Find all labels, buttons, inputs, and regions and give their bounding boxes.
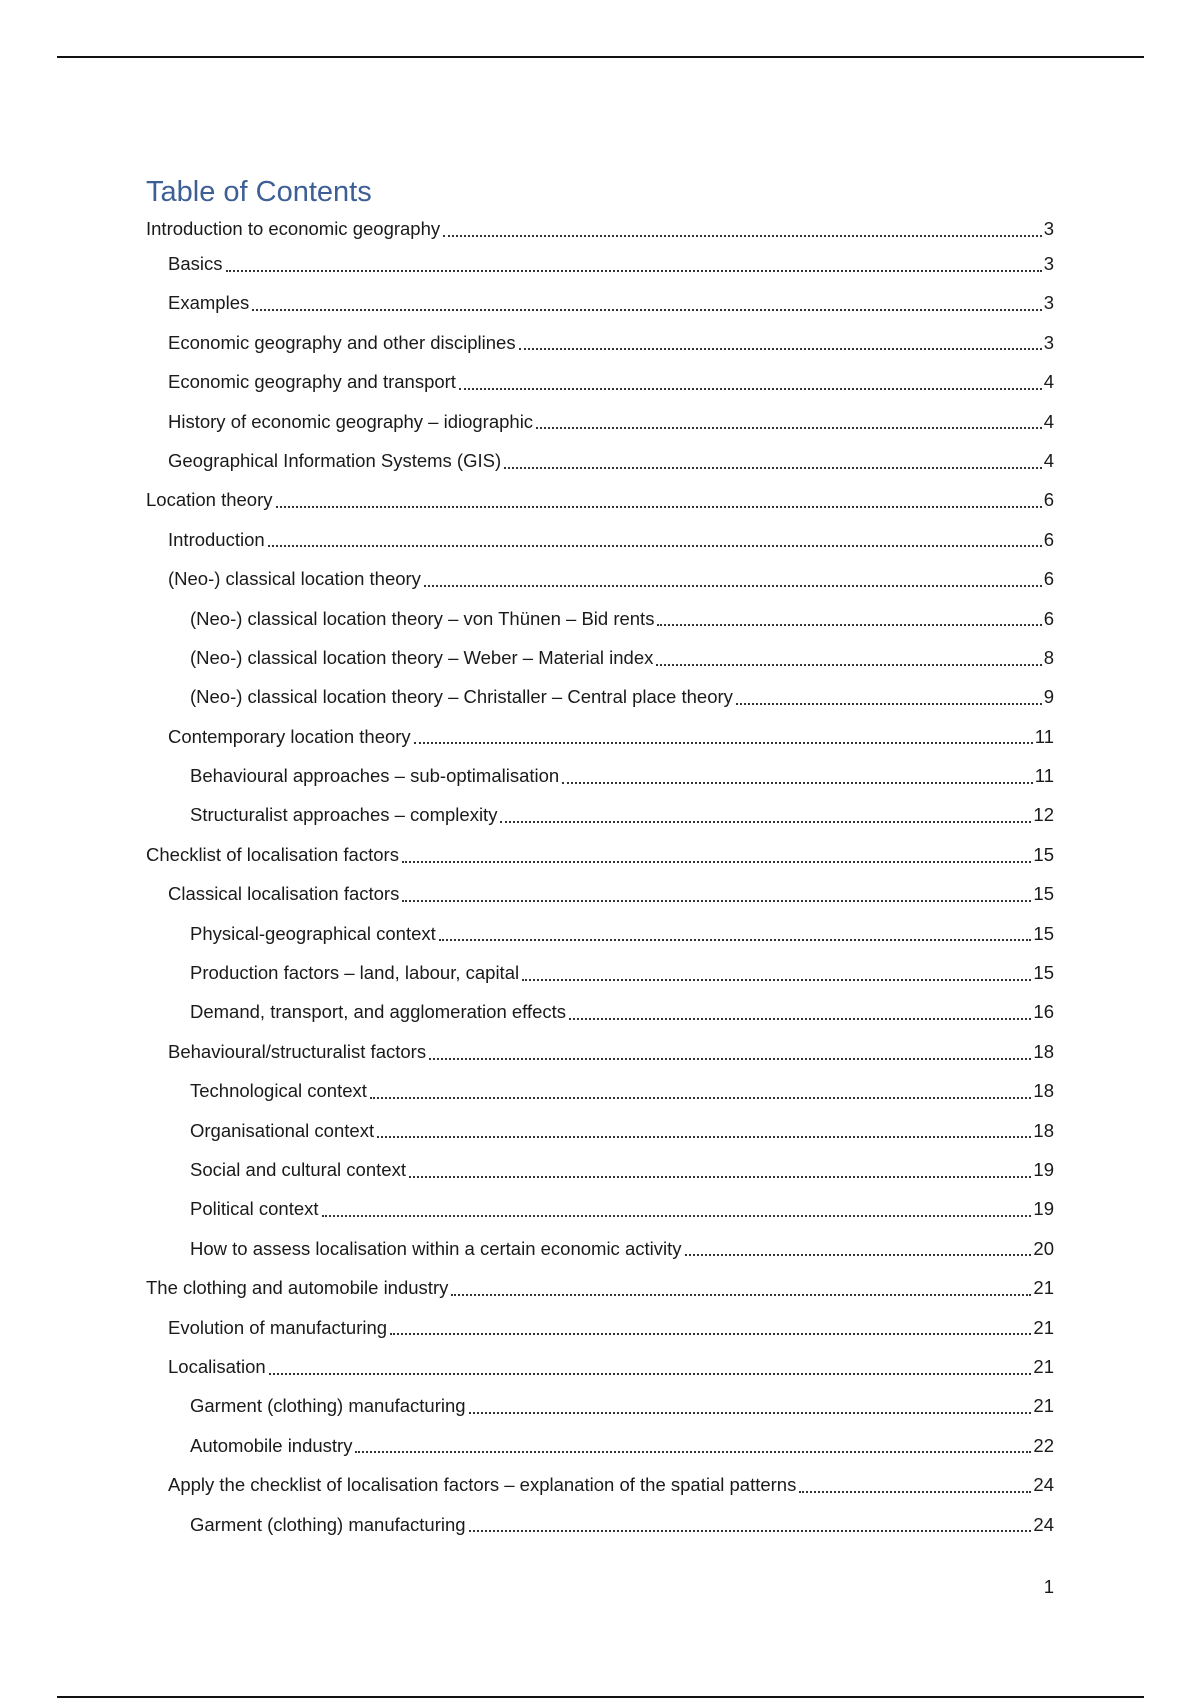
toc-entry[interactable] <box>146 717 1054 756</box>
toc-entry-page: 6 <box>1043 528 1054 550</box>
toc-entry-title: Political context <box>190 1198 319 1220</box>
toc-entry[interactable] <box>146 1032 1054 1071</box>
toc-entry[interactable] <box>146 323 1054 362</box>
toc-dot-leader <box>409 1176 1031 1178</box>
toc-entry[interactable] <box>146 1465 1054 1504</box>
toc-entry-title: Social and cultural context <box>190 1158 406 1180</box>
toc-dot-leader <box>656 664 1041 666</box>
toc-dot-leader <box>252 309 1041 311</box>
toc-dot-leader <box>370 1097 1032 1099</box>
toc-entry-page: 24 <box>1033 1474 1054 1496</box>
toc-entry-page: 11 <box>1034 725 1054 747</box>
toc-entry-page: 4 <box>1043 449 1054 471</box>
toc-entry-title: Introduction <box>168 528 265 550</box>
toc-entry[interactable] <box>146 795 1054 834</box>
toc-dot-leader <box>402 861 1031 863</box>
toc-entry-title: Economic geography and transport <box>168 371 456 393</box>
toc-entry[interactable] <box>146 1308 1054 1347</box>
toc-dot-leader <box>439 939 1032 941</box>
toc-entry[interactable] <box>146 992 1054 1031</box>
page-number: 1 <box>1043 1576 1054 1597</box>
header-rule <box>57 56 1144 58</box>
toc-entry-title: Introduction to economic geography <box>146 218 441 239</box>
toc-entry-title: Production factors – land, labour, capital <box>190 962 520 984</box>
footer-rule <box>57 1696 1144 1698</box>
toc-entry-title: How to assess localisation within a certain economic activity <box>190 1237 682 1259</box>
toc-dot-leader <box>469 1530 1032 1532</box>
toc-dot-leader <box>429 1058 1031 1060</box>
toc-dot-leader <box>390 1333 1031 1335</box>
toc-entry-page: 3 <box>1043 253 1054 274</box>
table-of-contents <box>146 170 1054 1544</box>
toc-entry-page: 6 <box>1043 568 1054 590</box>
toc-entry-page: 3 <box>1043 331 1054 353</box>
toc-dot-leader <box>414 742 1033 744</box>
toc-entry[interactable] <box>146 874 1054 913</box>
toc-entry[interactable] <box>146 1071 1054 1110</box>
toc-entry-page: 9 <box>1043 686 1054 708</box>
toc-dot-leader <box>504 467 1042 469</box>
toc-dot-leader <box>402 900 1031 902</box>
toc-entry-title: (Neo-) classical location theory – Weber – Material index <box>190 646 654 668</box>
toc-entry-page: 11 <box>1034 765 1054 787</box>
toc-entry-page: 3 <box>1043 218 1054 239</box>
toc-entry[interactable] <box>146 559 1054 598</box>
toc-entry[interactable] <box>146 677 1054 716</box>
toc-dot-leader <box>469 1412 1032 1414</box>
toc-entry-page: 18 <box>1033 1040 1054 1062</box>
toc-entry-title: (Neo-) classical location theory – Christaller – Central place theory <box>190 686 733 708</box>
toc-entry-title: Garment (clothing) manufacturing <box>190 1513 466 1535</box>
toc-entry[interactable] <box>146 480 1054 519</box>
toc-entry-title: Contemporary location theory <box>168 725 411 747</box>
toc-entry-page: 15 <box>1033 843 1054 865</box>
toc-entry-title: Physical-geographical context <box>190 922 436 944</box>
toc-entry-title: Behavioural/structuralist factors <box>168 1040 427 1062</box>
toc-entry[interactable] <box>146 835 1054 874</box>
toc-entry-page: 8 <box>1043 646 1054 668</box>
toc-entry-page: 4 <box>1043 410 1054 432</box>
toc-entry[interactable] <box>146 1426 1054 1465</box>
toc-entry-page: 4 <box>1043 371 1054 393</box>
toc-entry-page: 19 <box>1033 1158 1054 1180</box>
toc-entry-title: Examples <box>168 292 250 314</box>
toc-entry[interactable] <box>146 362 1054 401</box>
toc-list <box>146 214 1054 1544</box>
toc-entry[interactable] <box>146 599 1054 638</box>
toc-entry[interactable] <box>146 914 1054 953</box>
toc-dot-leader <box>536 427 1042 429</box>
toc-entry[interactable] <box>146 1150 1054 1189</box>
toc-entry-title: Geographical Information Systems (GIS) <box>168 449 502 471</box>
toc-entry[interactable] <box>146 1229 1054 1268</box>
toc-entry-title: Demand, transport, and agglomeration effects <box>190 1001 567 1023</box>
toc-entry-title: Checklist of localisation factors <box>146 843 399 865</box>
toc-entry-page: 6 <box>1043 489 1054 511</box>
toc-entry-page: 21 <box>1033 1316 1054 1338</box>
toc-entry-page: 18 <box>1033 1080 1054 1102</box>
toc-dot-leader <box>268 545 1042 547</box>
toc-entry-title: Basics <box>168 253 223 274</box>
toc-dot-leader <box>322 1215 1032 1217</box>
toc-entry-page: 20 <box>1033 1237 1054 1259</box>
toc-entry[interactable] <box>146 1347 1054 1386</box>
toc-entry-page: 21 <box>1033 1277 1054 1299</box>
toc-dot-leader <box>226 270 1042 272</box>
toc-dot-leader <box>424 585 1042 587</box>
toc-entry-title: Technological context <box>190 1080 367 1102</box>
toc-dot-leader <box>459 388 1042 390</box>
toc-entry-title: Apply the checklist of localisation factors – explanation of the spatial patterns <box>168 1474 797 1496</box>
toc-entry[interactable] <box>146 756 1054 795</box>
toc-dot-leader <box>500 821 1031 823</box>
toc-entry[interactable] <box>146 953 1054 992</box>
toc-entry[interactable] <box>146 214 1054 244</box>
toc-dot-leader <box>657 624 1041 626</box>
toc-entry-title: History of economic geography – idiographic <box>168 410 534 432</box>
toc-title: Table of Contents <box>146 176 372 208</box>
toc-entry-page: 19 <box>1033 1198 1054 1220</box>
toc-entry[interactable] <box>146 520 1054 559</box>
toc-entry-title: (Neo-) classical location theory <box>168 568 421 590</box>
toc-entry-title: Localisation <box>168 1355 266 1377</box>
toc-dot-leader <box>269 1373 1032 1375</box>
toc-entry-page: 6 <box>1043 607 1054 629</box>
toc-entry-page: 15 <box>1033 922 1054 944</box>
toc-dot-leader <box>522 979 1031 981</box>
toc-dot-leader <box>451 1294 1031 1296</box>
toc-entry-title: (Neo-) classical location theory – von Thünen – Bid rents <box>190 607 655 629</box>
toc-entry-page: 15 <box>1033 962 1054 984</box>
toc-entry[interactable] <box>146 638 1054 677</box>
toc-entry-title: Behavioural approaches – sub-optimalisation <box>190 765 560 787</box>
toc-entry-title: Economic geography and other disciplines <box>168 331 516 353</box>
toc-dot-leader <box>562 782 1033 784</box>
toc-dot-leader <box>685 1254 1032 1256</box>
toc-entry-title: Structuralist approaches – complexity <box>190 804 498 826</box>
toc-entry-title: Organisational context <box>190 1119 375 1141</box>
toc-entry-title: Classical localisation factors <box>168 883 400 905</box>
toc-entry[interactable] <box>146 283 1054 322</box>
toc-entry-page: 21 <box>1033 1355 1054 1377</box>
toc-dot-leader <box>799 1491 1031 1493</box>
toc-entry-title: The clothing and automobile industry <box>146 1277 449 1299</box>
toc-dot-leader <box>569 1018 1031 1020</box>
toc-entry-title: Evolution of manufacturing <box>168 1316 388 1338</box>
toc-entry-page: 18 <box>1033 1119 1054 1141</box>
toc-entry-page: 21 <box>1033 1395 1054 1417</box>
toc-dot-leader <box>519 348 1042 350</box>
toc-entry[interactable] <box>146 1111 1054 1150</box>
toc-entry-page: 12 <box>1033 804 1054 826</box>
toc-entry-title: Automobile industry <box>190 1434 353 1456</box>
toc-entry[interactable] <box>146 441 1054 480</box>
toc-entry[interactable] <box>146 244 1054 283</box>
toc-entry[interactable] <box>146 402 1054 441</box>
toc-entry[interactable] <box>146 1268 1054 1307</box>
toc-entry[interactable] <box>146 1189 1054 1228</box>
toc-entry-title: Garment (clothing) manufacturing <box>190 1395 466 1417</box>
toc-entry[interactable] <box>146 1386 1054 1425</box>
toc-entry[interactable] <box>146 1505 1054 1544</box>
toc-entry-title: Location theory <box>146 489 273 511</box>
toc-entry-page: 16 <box>1033 1001 1054 1023</box>
toc-dot-leader <box>276 506 1042 508</box>
toc-dot-leader <box>355 1451 1031 1453</box>
toc-dot-leader <box>443 235 1042 237</box>
toc-entry-page: 3 <box>1043 292 1054 314</box>
toc-entry-page: 15 <box>1033 883 1054 905</box>
toc-entry-page: 24 <box>1033 1513 1054 1535</box>
toc-dot-leader <box>377 1136 1031 1138</box>
toc-entry-page: 22 <box>1033 1434 1054 1456</box>
toc-dot-leader <box>736 703 1042 705</box>
